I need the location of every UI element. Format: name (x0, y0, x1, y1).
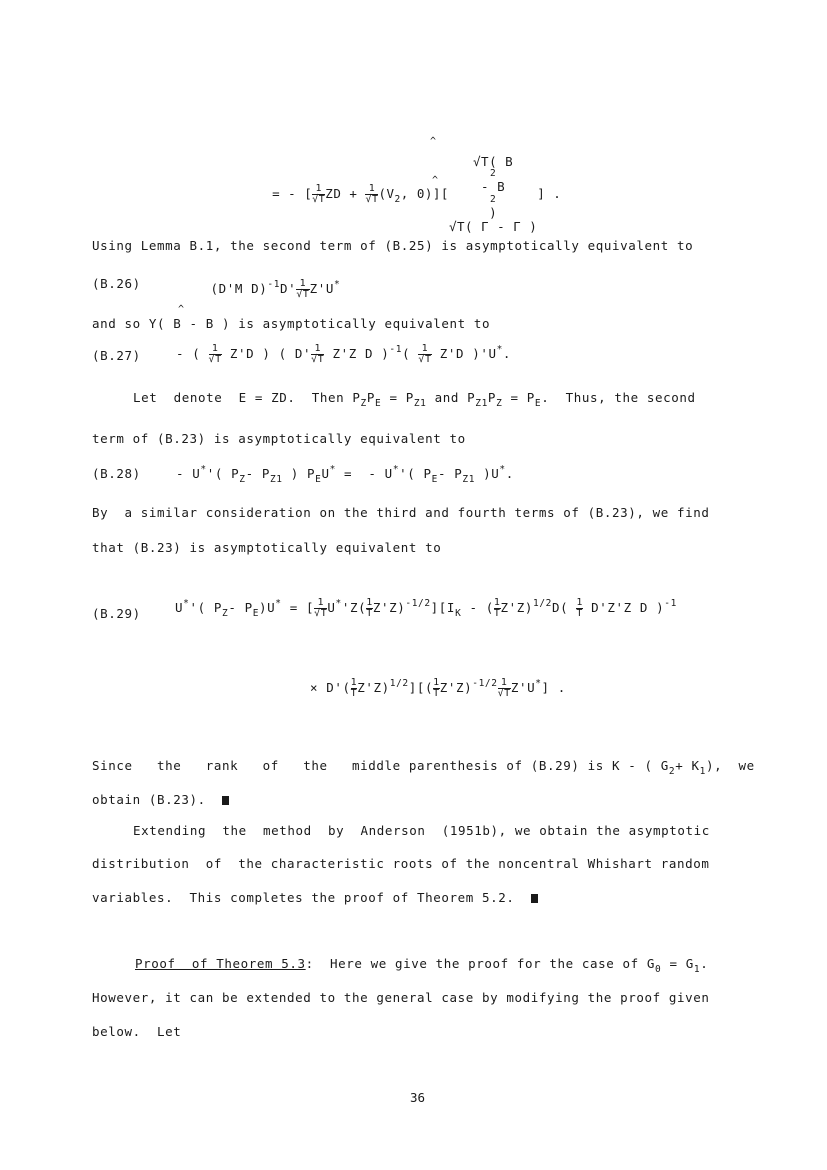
eq-top-lhs: = - [ (272, 186, 313, 202)
paragraph-line: obtain (B.23). (92, 794, 229, 807)
hat-mark: ^ (432, 175, 439, 186)
paragraph-line: distribution of the characteristic roots of the noncentral Whishart random (92, 856, 710, 871)
paragraph-line: Let denote E = ZD. Then $P_ZP_E = P_{Z1}$ and $P_{Z1}P_Z = P_E$. Thus, the second (133, 390, 696, 409)
page-number: 36 (410, 1090, 426, 1105)
eq-top-term2b: , 0)][ (400, 186, 449, 202)
paragraph-line: Since the rank of the middle parenthesis of (B.29) is K - ( $G_2+ K_1$), we (92, 758, 755, 777)
equation-label: (B.27) (92, 348, 141, 363)
paragraph-line: However, it can be extended to the general case by modifying the proof given (92, 990, 710, 1005)
qed-icon (222, 796, 229, 805)
equation-label: (B.26) (92, 276, 141, 291)
qed-icon (531, 894, 538, 903)
proof-heading: Proof of Theorem 5.3 (135, 956, 306, 971)
equation-top: = - [ $\frac{1}{√T}$ ZD + $\frac{1}{√T}$ ($V_2$, 0)][ √T( B 2 - B 2 ) √T( Γ - Γ ) ] . (272, 154, 562, 234)
equation-b26: (D'M D)$^{-1}$D' $\frac{1}{√T}$ Z'U* (210, 277, 341, 300)
paragraph-line: variables. This completes the proof of Theorem 5.2. (92, 892, 538, 905)
frac-1-sqrtT: $\frac{1}{√T}$ (312, 183, 326, 206)
eq-top-vector: √T( B 2 - B 2 ) √T( Γ - Γ ) (448, 154, 538, 234)
eq-top-close: ] . (537, 186, 562, 202)
paragraph-line: that (B.23) is asymptotically equivalent to (92, 540, 442, 555)
paragraph-line: By a similar consideration on the third and fourth terms of (B.23), we find (92, 505, 710, 520)
equation-b28: - U*'( $P_Z-$ $P_{Z1}$ ) $P_EU^*$ = - U*'( $P_E-$ $P_{Z1}$ )U*. (176, 464, 514, 485)
equation-b29: U*'( $P_Z-$ $P_E)U^*$ = [ $\frac{1}{√T}$ U*'Z( $\frac{1}{T}$ $Z'Z)^{-1/2}][I_K$ - ( $\frac{1}{T}$ Z'Z)$^{1/2}$D( $\frac{1}{T}$ D'Z'Z D )$^{-1}$ (175, 597, 677, 619)
equation-label: (B.28) (92, 466, 141, 481)
eq-top-term2: (V (378, 186, 395, 202)
hat-mark: ^ (178, 304, 185, 315)
paragraph-line: and so Y( B - B ) is asymptotically equivalent to (92, 316, 491, 331)
paragraph-line: Proof of Theorem 5.3: Here we give the proof for the case of $G_0 = G_1$. (135, 956, 709, 975)
equation-b29-cont: × D'( $\frac{1}{T}$ Z'Z)$^{1/2}$][( $\frac{1}{T}$ Z'Z)$^{-1/2}$ $\frac{1}{√T}$ Z'U*] . (310, 677, 566, 699)
paragraph-line: Using Lemma B.1, the second term of (B.25) is asymptotically equivalent to (92, 238, 694, 253)
equation-b27: - ( $\frac{1}{√T}$ Z'D ) ( D' $\frac{1}{√T}$ Z'Z D )$^{-1}$( $\frac{1}{√T}$ Z'D )'U*. (176, 343, 512, 365)
eq-top-term1: ZD + (325, 186, 358, 202)
paragraph-line: Extending the method by Anderson (1951b), we obtain the asymptotic (133, 823, 710, 838)
equation-label: (B.29) (92, 606, 141, 621)
paragraph-line: term of (B.23) is asymptotically equivalent to (92, 431, 466, 446)
frac-1-sqrtT-2: $\frac{1}{√T}$ (365, 183, 379, 206)
paragraph-line: below. Let (92, 1024, 182, 1039)
hat-mark: ^ (430, 136, 437, 147)
